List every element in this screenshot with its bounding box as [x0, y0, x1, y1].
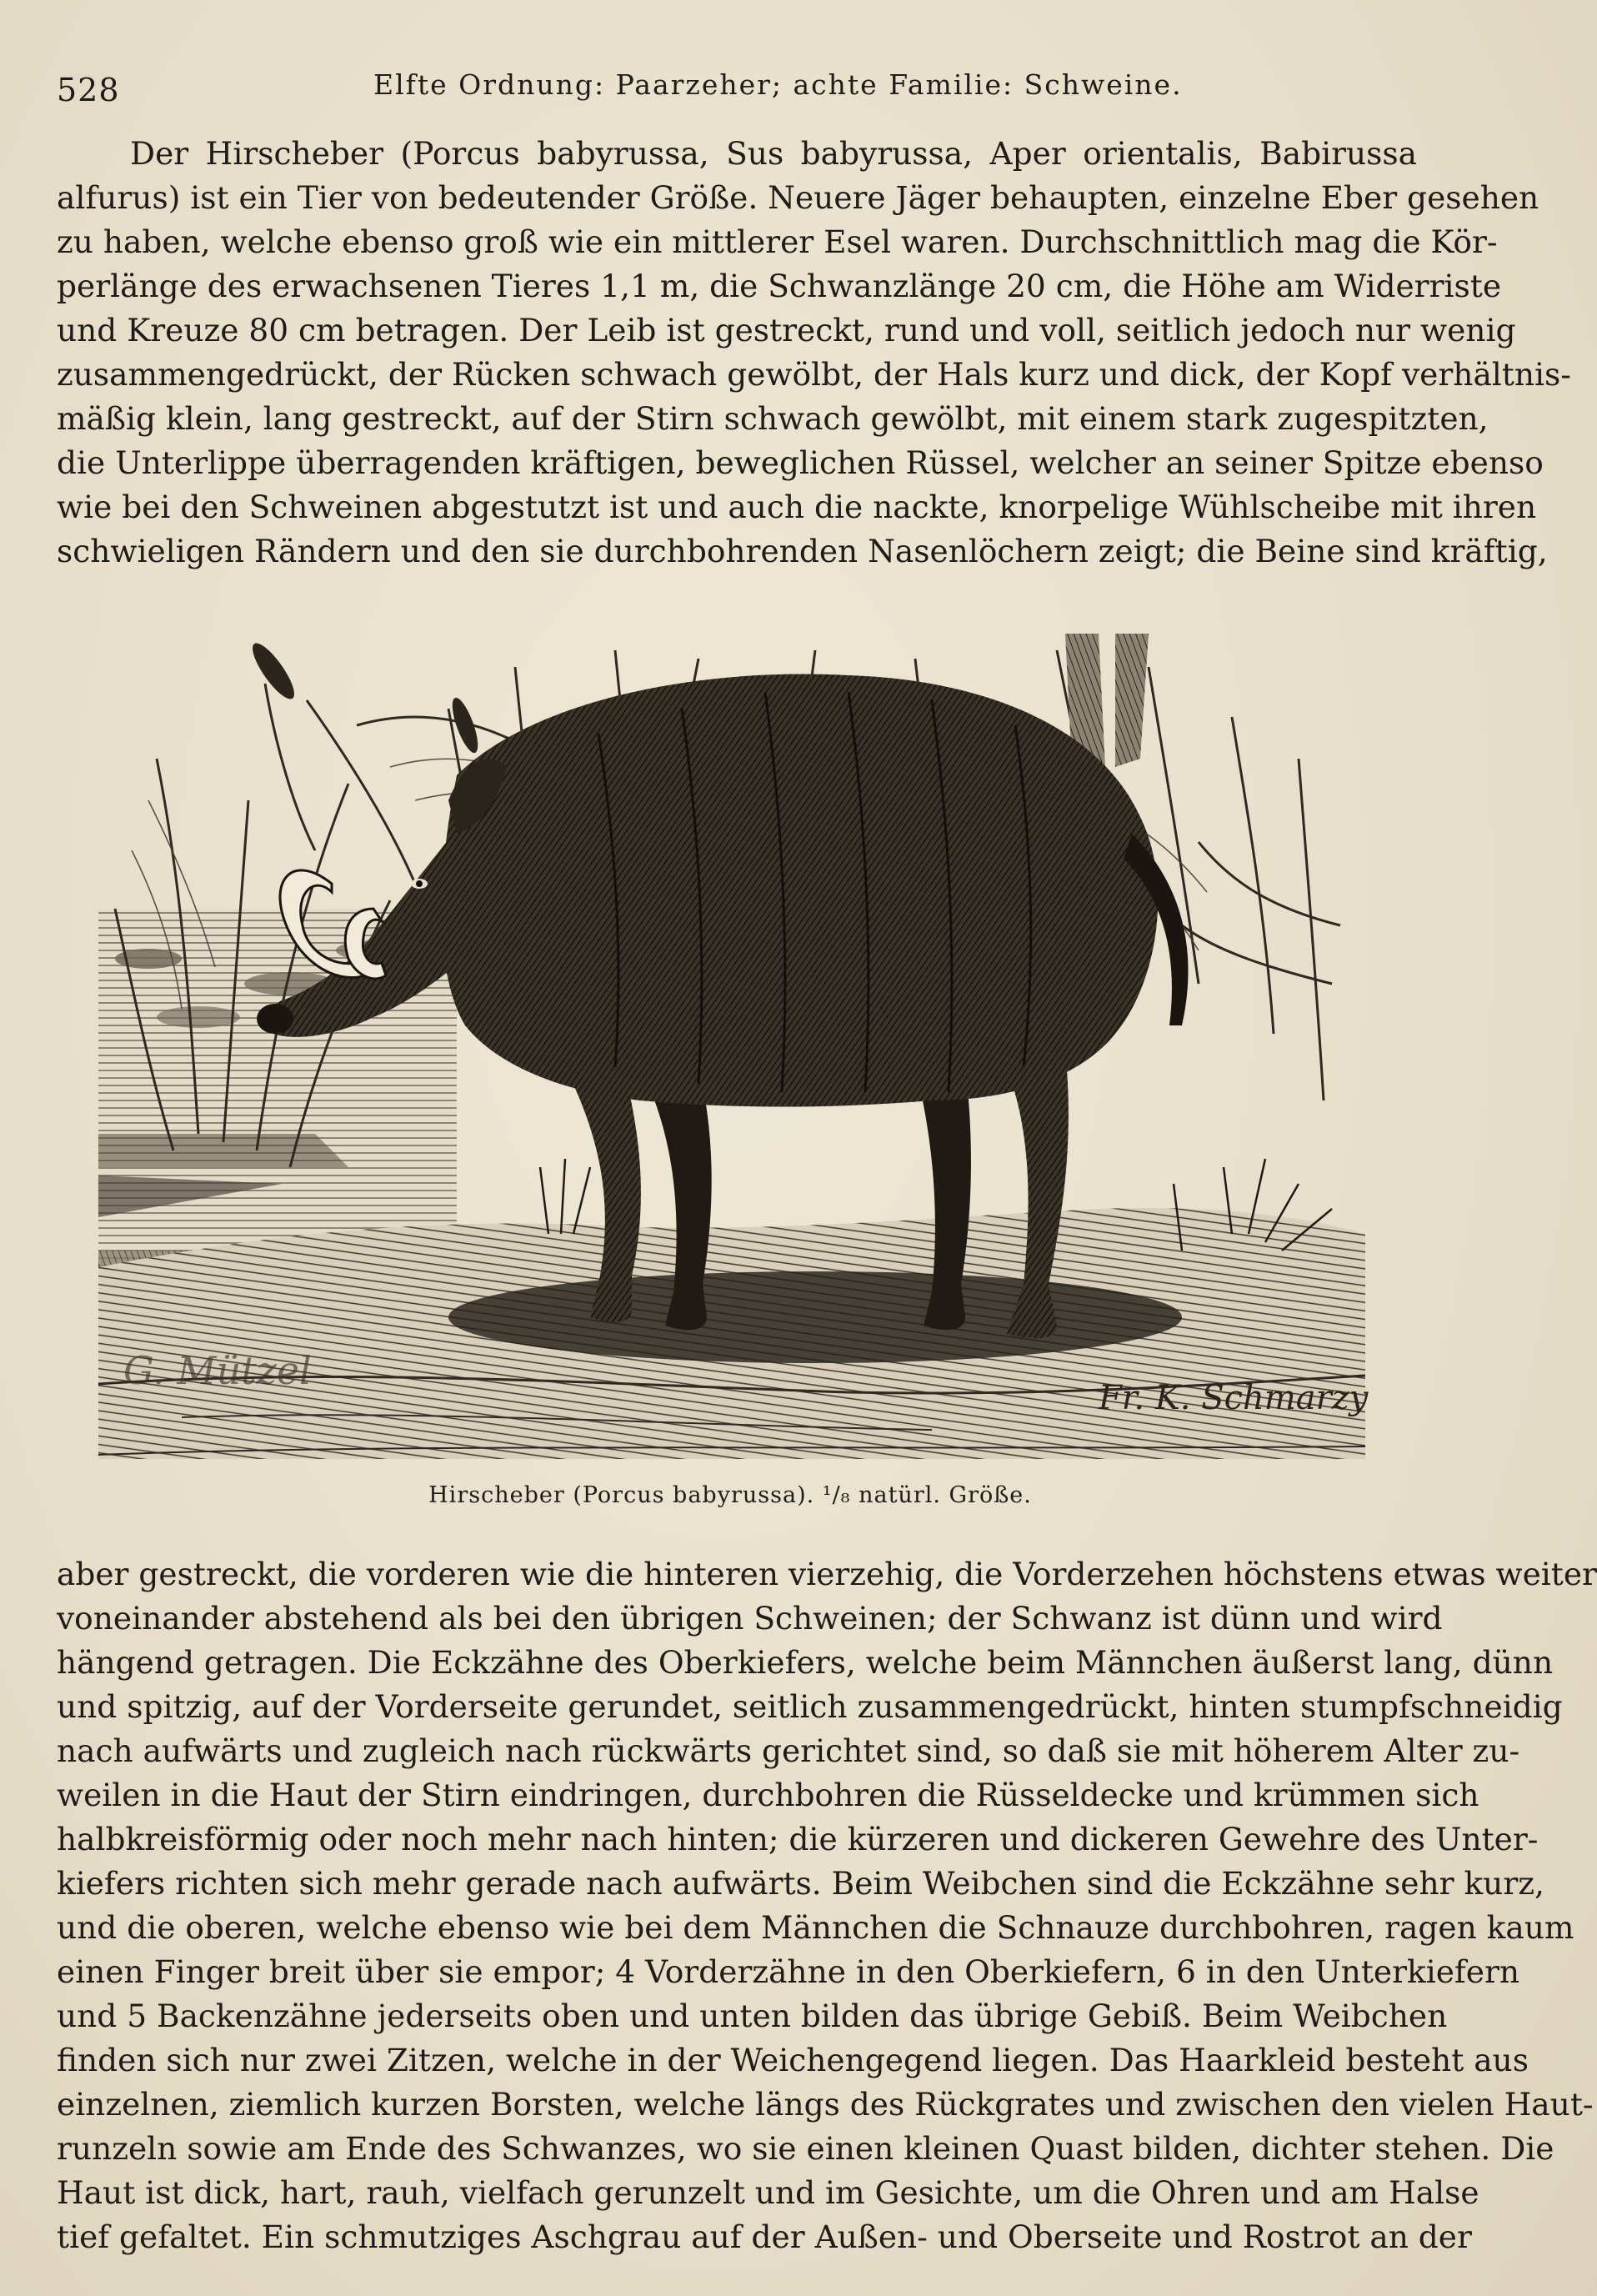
text-line: und Kreuze 80 cm betragen. Der Leib ist gestreckt, rund und voll, seitlich jedoch nur wenig	[57, 312, 1516, 348]
text-line: Haut ist dick, hart, rauh, vielfach gerunzelt und im Gesichte, um die Ohren und am Halse	[57, 2174, 1479, 2211]
text-line: Der Hirscheber (Porcus babyrussa, Sus babyrussa, Aper orientalis, Babirussa	[130, 135, 1417, 172]
artist-signature-left: G. Mützel	[123, 1348, 312, 1393]
text-line: und spitzig, auf der Vorderseite gerundet, seitlich zusammengedrückt, hinten stumpfschneidig	[57, 1688, 1563, 1725]
text-line: aber gestreckt, die vorderen wie die hinteren vierzehig, die Vorderzehen höchstens etwas weiter	[57, 1556, 1597, 1592]
babirusa-body	[442, 674, 1158, 1107]
text-line: nach aufwärts und zugleich nach rückwärts gerichtet sind, so daß sie mit höherem Alter zu-	[57, 1732, 1520, 1769]
page-number: 528	[57, 72, 120, 108]
text-line: zu haben, welche ebenso groß wie ein mittlerer Esel waren. Durchschnittlich mag die Kör-	[57, 223, 1498, 260]
text-line: finden sich nur zwei Zitzen, welche in der Weichengegend liegen. Das Haarkleid besteht aus	[57, 2042, 1529, 2078]
text-line: mäßig klein, lang gestreckt, auf der Stirn schwach gewölbt, mit einem stark zugespitzten,	[57, 400, 1489, 437]
text-line: wie bei den Schweinen abgestutzt ist und auch die nackte, knorpelige Wühlscheibe mit ihren	[57, 489, 1537, 525]
text-line: die Unterlippe überragenden kräftigen, beweglichen Rüssel, welcher an seiner Spitze ebenso	[57, 444, 1544, 481]
figure-caption: Hirscheber (Porcus babyrussa). ¹/₈ natürl. Größe.	[428, 1482, 1032, 1508]
text-line: einzelnen, ziemlich kurzen Borsten, welche längs des Rückgrates und zwischen den vielen Haut-	[57, 2086, 1594, 2123]
bottom-paragraph	[57, 1552, 1597, 2259]
running-head: Elfte Ordnung: Paarzeher; achte Familie: Schweine.	[373, 68, 1183, 101]
animal-shadow	[448, 1271, 1182, 1363]
text-line: halbkreisförmig oder noch mehr nach hinten; die kürzeren und dickeren Gewehre des Unter-	[57, 1821, 1539, 1857]
text-line: und die oberen, welche ebenso wie bei dem Männchen die Schnauze durchbohren, ragen kaum	[57, 1909, 1574, 1946]
text-line: runzeln sowie am Ende des Schwanzes, wo sie einen kleinen Quast bilden, dichter stehen. Die	[57, 2130, 1554, 2167]
text-line: voneinander abstehend als bei den übrigen Schweinen; der Schwanz ist dünn und wird	[57, 1600, 1443, 1637]
text-line: hängend getragen. Die Eckzähne des Oberkiefers, welche beim Männchen äußerst lang, dünn	[57, 1644, 1554, 1681]
babirusa-illustration	[98, 634, 1369, 1459]
text-line: schwieligen Rändern und den sie durchbohrenden Nasenlöchern zeigt; die Beine sind kräftig,	[57, 533, 1548, 569]
text-line: kiefers richten sich mehr gerade nach aufwärts. Beim Weibchen sind die Eckzähne sehr kurz,	[57, 1865, 1544, 1902]
text-line: tief gefaltet. Ein schmutziges Aschgrau auf der Außen- und Oberseite und Rostrot an der	[57, 2218, 1472, 2255]
text-line: und 5 Backenzähne jederseits oben und unten bilden das übrige Gebiß. Beim Weibchen	[57, 1998, 1448, 2034]
text-line: weilen in die Haut der Stirn eindringen, durchbohren die Rüsseldecke und krümmen sich	[57, 1777, 1479, 1813]
page-header	[57, 65, 1424, 115]
text-line: einen Finger breit über sie empor; 4 Vorderzähne in den Oberkiefern, 6 in den Unterkiefern	[57, 1953, 1520, 1990]
engraving-drawing	[98, 634, 1369, 1459]
top-paragraph	[57, 132, 1571, 574]
text-line: perlänge des erwachsenen Tieres 1,1 m, die Schwanzlänge 20 cm, die Höhe am Widerriste	[57, 268, 1502, 304]
artist-signature-right: Fr. K. Schmarzy	[1099, 1379, 1369, 1417]
text-line: zusammengedrückt, der Rücken schwach gewölbt, der Hals kurz und dick, der Kopf verhältnis-	[57, 356, 1571, 393]
text-line: alfurus) ist ein Tier von bedeutender Größe. Neuere Jäger behaupten, einzelne Eber gesehen	[57, 179, 1539, 216]
